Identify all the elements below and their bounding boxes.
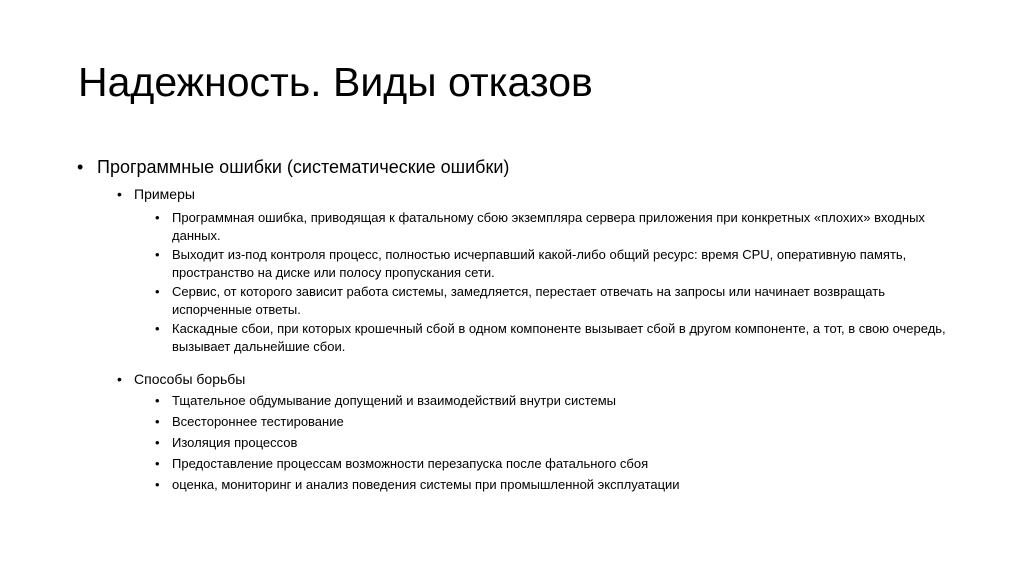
bullet-level3: •	[155, 435, 160, 450]
bullet-level3: •	[155, 321, 160, 336]
remedies-heading: Способы борьбы	[134, 371, 246, 387]
example-item: Сервис, от которого зависит работа системы, замедляется, перестает отвечать на запросы или начинает возвращать испорченные ответы.	[172, 284, 885, 317]
slide-title: Надежность. Виды отказов	[78, 59, 593, 105]
example-item: Выходит из-под контроля процесс, полностью исчерпавший какой-либо общий ресурс: время CPU, оперативную память, пространство на диске или полосу пропускания сети.	[172, 247, 907, 280]
bullet-level2: •	[117, 186, 122, 202]
bullet-level1: •	[77, 157, 84, 177]
remedy-item: оценка, мониторинг и анализ поведения системы при промышленной эксплуатации	[172, 477, 680, 492]
example-item: Каскадные сбои, при которых крошечный сбой в одном компоненте вызывает сбой в другом компоненте, а тот, в свою очередь, вызывает дальнейшие сбои.	[172, 321, 946, 354]
bullet-level3: •	[155, 414, 160, 429]
bullet-level3: •	[155, 247, 160, 262]
remedy-item: Предоставление процессам возможности перезапуска после фатального сбоя	[172, 456, 649, 471]
remedy-item: Всестороннее тестирование	[172, 414, 344, 429]
bullet-level2: •	[117, 371, 122, 387]
examples-heading: Примеры	[134, 186, 195, 202]
section-heading: Программные ошибки (систематические ошибки)	[97, 157, 510, 177]
remedy-item: Изоляция процессов	[172, 435, 298, 450]
example-item: Программная ошибка, приводящая к фатальному сбою экземпляра сервера приложения при конкретных «плохих» входных данных.	[172, 210, 925, 243]
bullet-level3: •	[155, 393, 160, 408]
bullet-level3: •	[155, 210, 160, 225]
remedy-item: Тщательное обдумывание допущений и взаимодействий внутри системы	[172, 393, 617, 408]
bullet-level3: •	[155, 284, 160, 299]
bullet-level3: •	[155, 456, 160, 471]
bullet-level3: •	[155, 477, 160, 492]
